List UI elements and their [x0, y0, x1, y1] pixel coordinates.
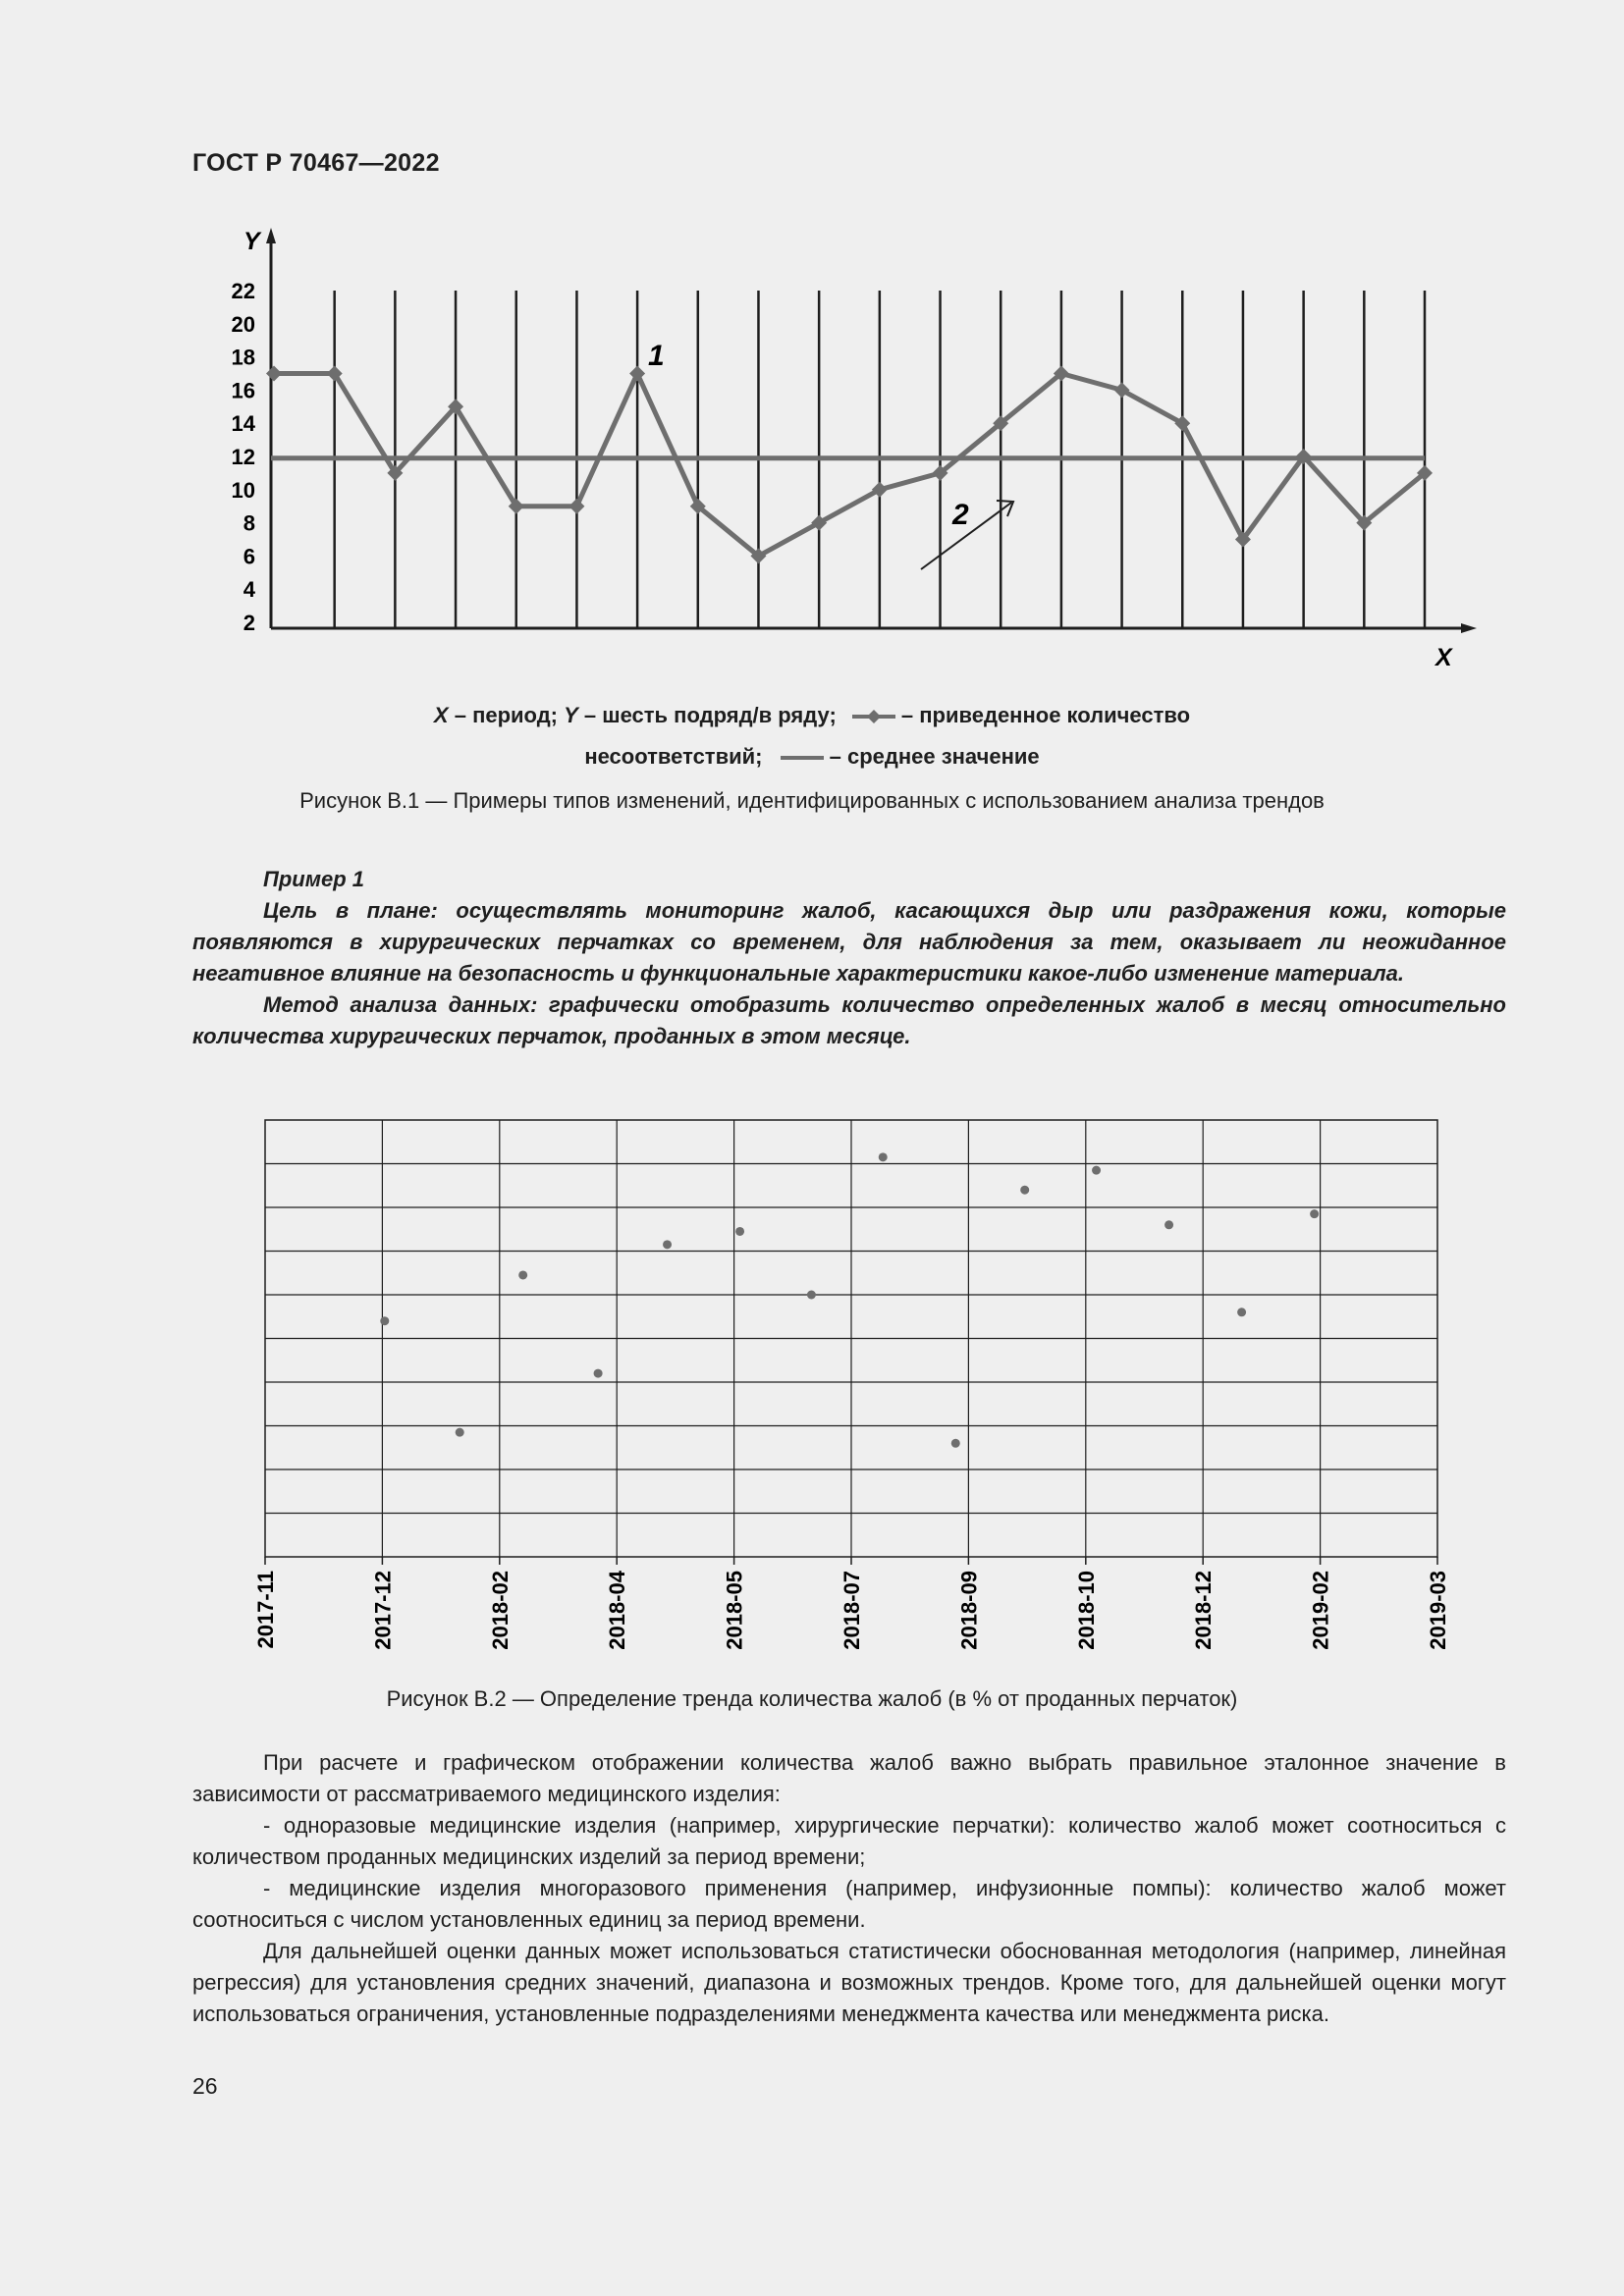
legend-series-marker — [850, 709, 897, 724]
example-goal: Цель в плане: осуществлять мониторинг жалоб, касающихся дыр или раздражения кожи, которые появляются в хирургических перчатках со временем, для наблюдения за тем, оказывает ли неожиданное негативное влияние на безопасность и функциональные характеристики какое-либо изменение материала. — [192, 898, 1506, 986]
body-paragraphs — [192, 1747, 1506, 2030]
trend-line-chart — [0, 0, 1624, 785]
scatter-point — [1237, 1308, 1246, 1316]
y-tick-label: 20 — [231, 311, 255, 337]
legend-y-text: – шесть подряд/в ряду; — [577, 703, 837, 727]
y-tick-label: 18 — [231, 345, 255, 370]
y-tick-label: 14 — [231, 411, 255, 437]
scatter-point — [807, 1291, 816, 1300]
series-point — [266, 366, 282, 382]
x-tick-label: 2017-11 — [253, 1571, 278, 1649]
legend-mean-marker — [779, 750, 826, 766]
scatter-point — [735, 1227, 744, 1236]
series-point — [568, 499, 584, 514]
x-tick-label: 2018-04 — [605, 1571, 630, 1650]
paragraph-4: Для дальнейшей оценки данных может использоваться статистически обоснованная методология (например, линейная регрессия) для установления средних значений, диапазона и возможных трендов. Кроме того, для дальнейшей оценки могут использоваться ограничения, установленные подразделениями менеджмента качества или менеджмента риска. — [192, 1939, 1506, 2026]
scatter-point — [1164, 1220, 1173, 1229]
y-tick-label: 12 — [231, 445, 255, 469]
x-tick-label: 2018-02 — [487, 1571, 513, 1650]
y-axis-arrow — [266, 228, 276, 243]
legend-mean-text: – среднее значение — [829, 744, 1040, 769]
legend-series-text-2: несоответствий; — [584, 744, 763, 769]
example-title: Пример 1 — [263, 867, 364, 891]
scatter-point — [1092, 1166, 1101, 1175]
series-line — [274, 374, 1425, 557]
x-tick-label: 2019-03 — [1426, 1571, 1450, 1650]
paragraph-1: При расчете и графическом отображении количества жалоб важно выбрать правильное эталонное значение в зависимости от рассматриваемого медицинского изделия: — [192, 1750, 1506, 1806]
scatter-point — [1020, 1186, 1029, 1195]
example-method: Метод анализа данных: графически отобразить количество определенных жалоб в месяц относительно количества хирургических перчаток, проданных в этом месяце. — [192, 992, 1506, 1048]
x-tick-label: 2018-07 — [839, 1571, 864, 1650]
figure1-legend — [0, 695, 1624, 777]
figure1-caption: Рисунок В.1 — Примеры типов изменений, идентифицированных с использованием анализа трендов — [299, 788, 1325, 813]
x-tick-label: 2018-10 — [1073, 1571, 1099, 1650]
scatter-point — [518, 1270, 527, 1279]
legend-series-text: – приведенное количество — [900, 703, 1191, 727]
y-tick-label: 8 — [243, 510, 255, 536]
scatter-point — [663, 1240, 672, 1249]
scatter-point — [380, 1316, 389, 1325]
x-axis-label: X — [1435, 644, 1452, 671]
y-tick-label: 22 — [231, 279, 255, 303]
legend-x-symbol: X — [433, 703, 449, 727]
y-tick-label: 2 — [243, 611, 255, 635]
series-point — [629, 366, 645, 382]
example-block — [192, 864, 1506, 1052]
y-tick-label: 4 — [243, 577, 255, 603]
legend-y-symbol: Y — [564, 703, 578, 727]
scatter-point — [951, 1439, 960, 1448]
figure2-caption: Рисунок В.2 — Определение тренда количества жалоб (в % от проданных перчаток) — [386, 1686, 1238, 1711]
scatter-point — [456, 1428, 464, 1437]
y-tick-label: 10 — [231, 477, 255, 503]
page-number: 26 — [192, 2073, 218, 2099]
legend-x-text: – период; — [448, 703, 565, 727]
x-tick-label: 2018-12 — [1191, 1571, 1217, 1650]
paragraph-3: - медицинские изделия многоразового применения (например, инфузионные помпы): количество жалоб может соотноситься с числом установленных единиц за период времени. — [192, 1876, 1506, 1932]
paragraph-2: - одноразовые медицинские изделия (например, хирургические перчатки): количество жалоб может соотноситься с количеством проданных медицинских изделий за период времени; — [192, 1813, 1506, 1869]
x-tick-label: 2018-09 — [956, 1571, 982, 1650]
x-tick-label: 2019-02 — [1308, 1571, 1333, 1650]
x-tick-label: 2017-12 — [370, 1571, 396, 1650]
annotation-label-2: 2 — [952, 499, 969, 531]
scatter-point — [1310, 1209, 1319, 1218]
scatter-chart — [0, 1099, 1624, 1669]
y-axis-label: Y — [244, 228, 260, 255]
document-header: ГОСТ Р 70467—2022 — [192, 149, 440, 177]
x-tick-label: 2018-05 — [722, 1571, 747, 1650]
y-tick-label: 6 — [243, 544, 255, 569]
annotation-label-1: 1 — [648, 340, 665, 372]
scatter-point — [594, 1369, 603, 1378]
scatter-point — [879, 1152, 888, 1161]
x-axis-arrow — [1461, 623, 1477, 633]
y-tick-label: 16 — [231, 378, 255, 403]
